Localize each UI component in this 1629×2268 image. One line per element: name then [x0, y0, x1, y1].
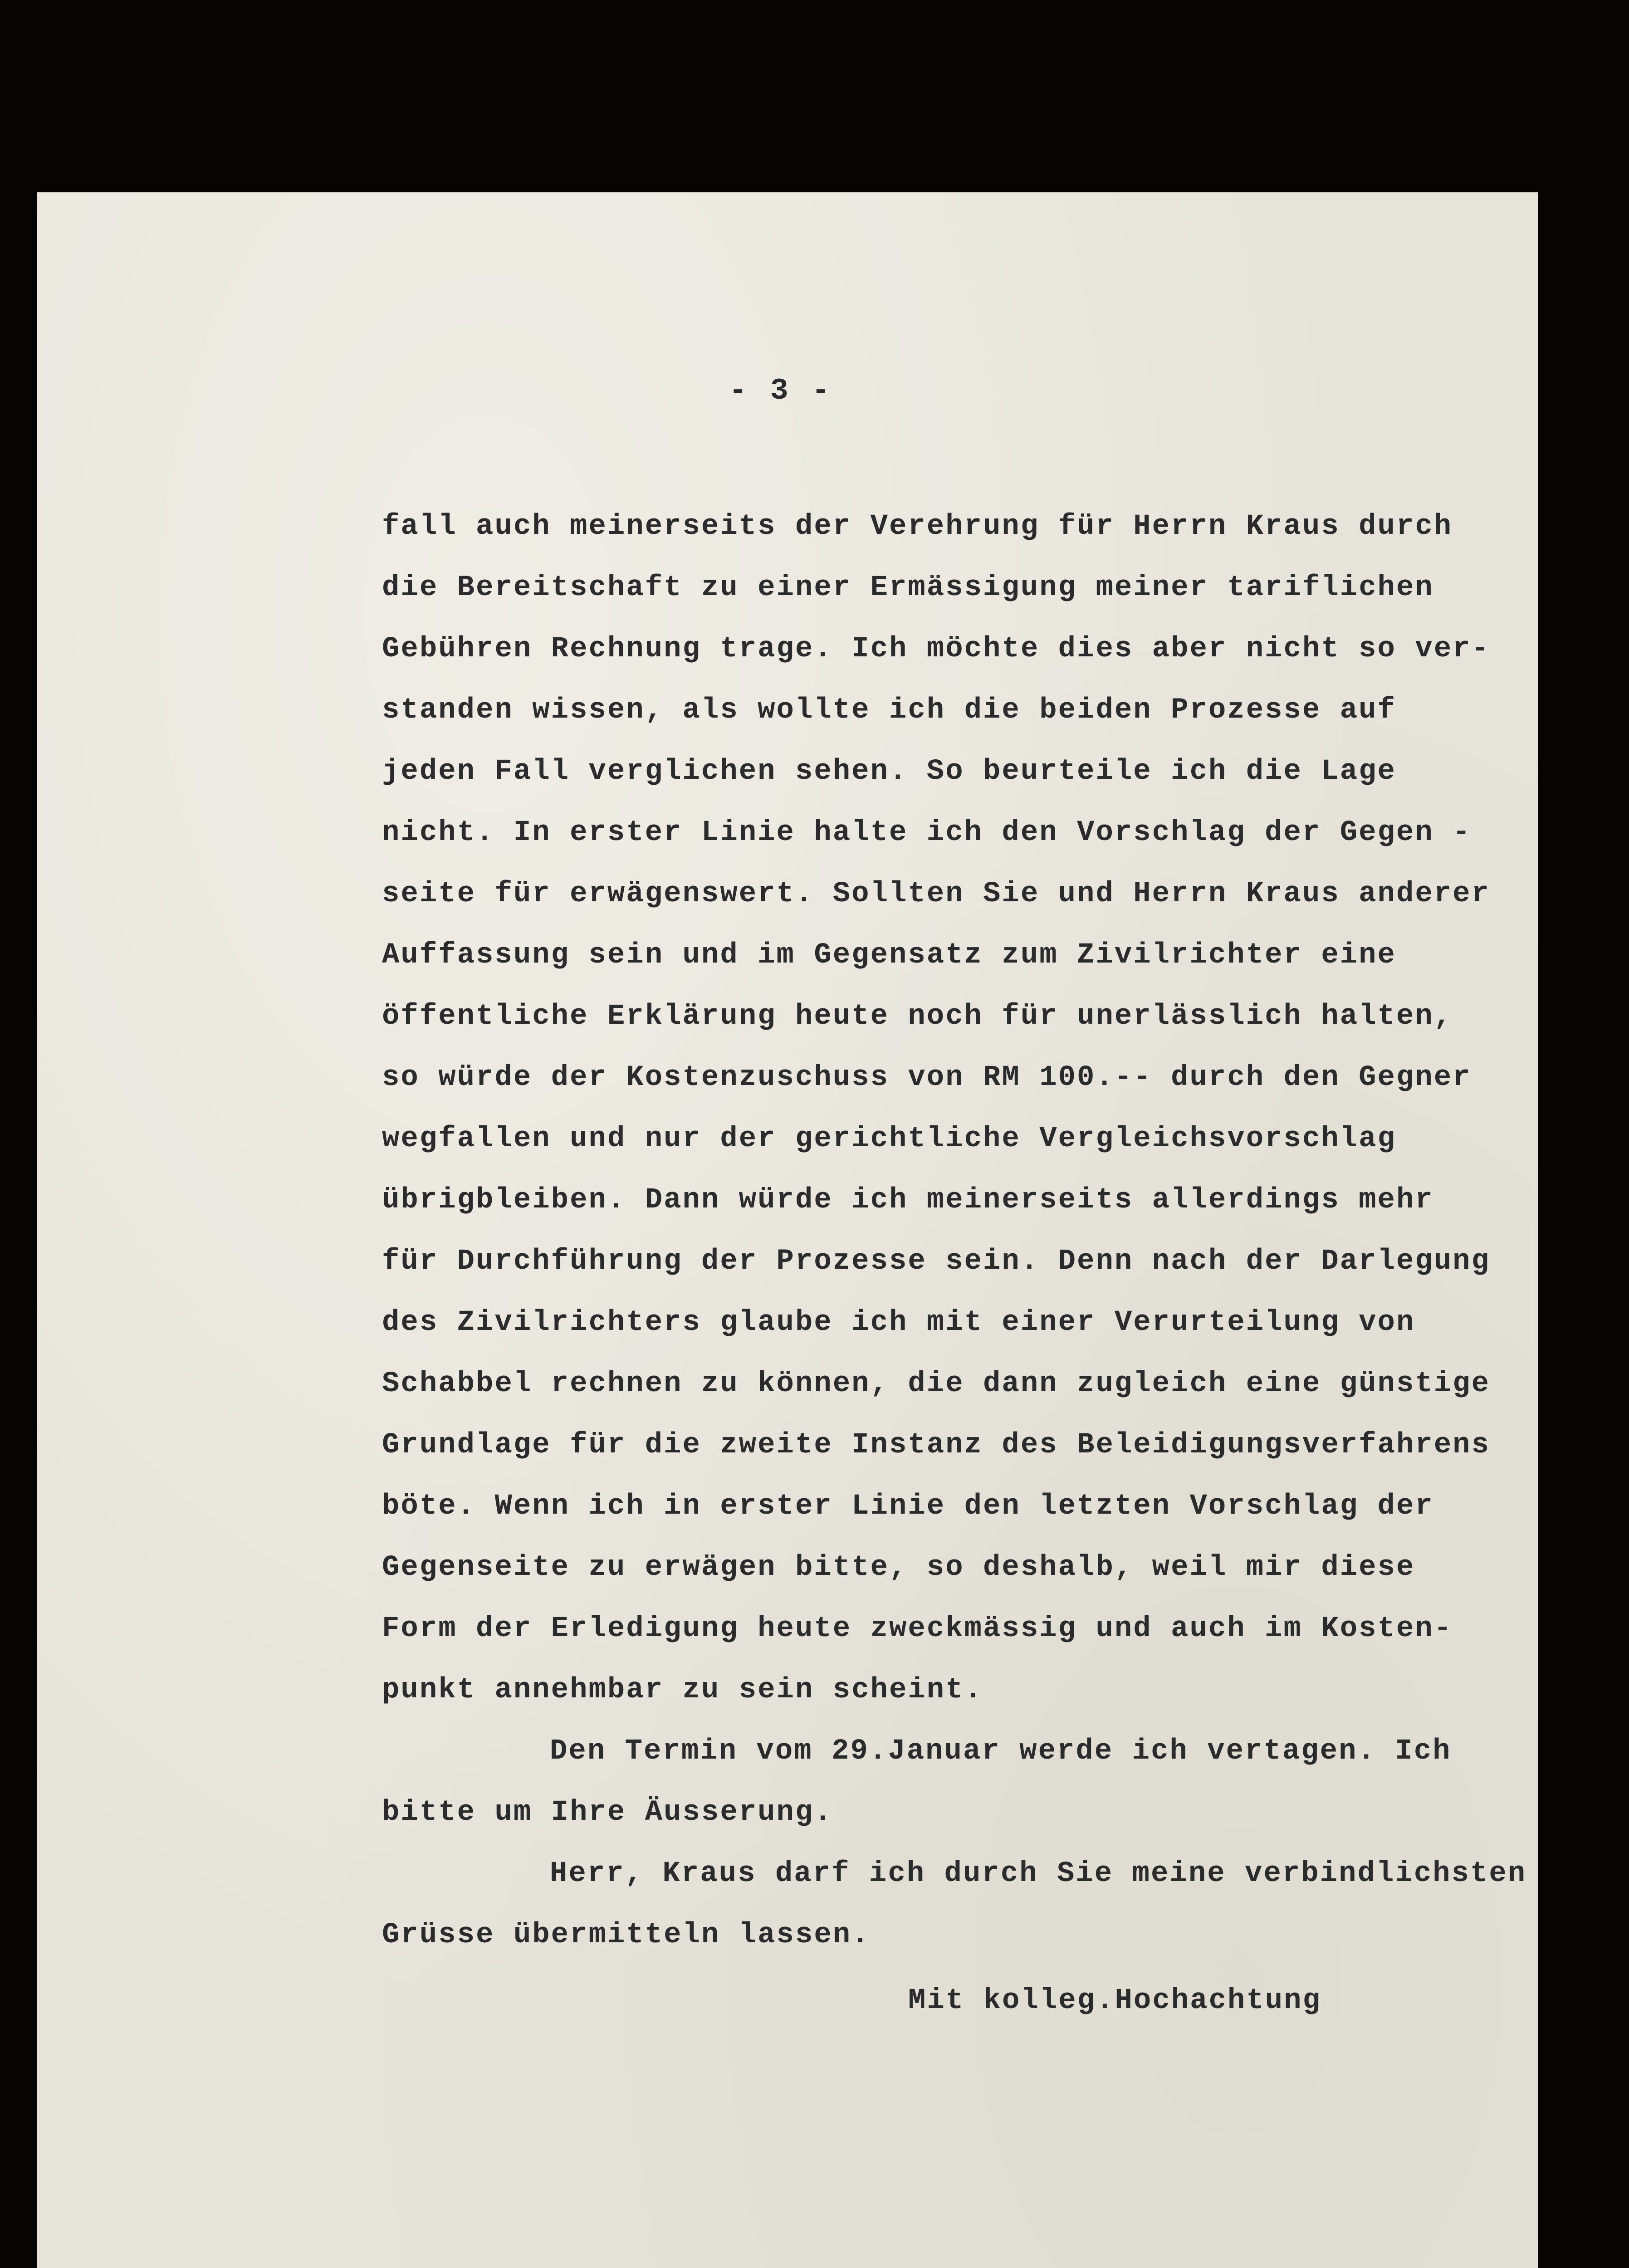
body-line: Den Termin vom 29.Januar werde ich vertagen. Ich	[550, 1735, 1452, 1768]
body-line: bitte um Ihre Äusserung.	[382, 1796, 833, 1829]
body-line: Auffassung sein und im Gegensatz zum Zivilrichter eine	[382, 939, 1396, 972]
body-line: übrigbleiben. Dann würde ich meinerseits allerdings mehr	[382, 1184, 1434, 1217]
body-line: standen wissen, als wollte ich die beiden Prozesse auf	[382, 694, 1396, 727]
body-line: des Zivilrichters glaube ich mit einer Verurteilung von	[382, 1306, 1415, 1339]
body-line: die Bereitschaft zu einer Ermässigung meiner tariflichen	[382, 572, 1434, 604]
body-line: Gebühren Rechnung trage. Ich möchte dies aber nicht so ver-	[382, 633, 1490, 665]
body-line: Form der Erledigung heute zweckmässig und auch im Kosten-	[382, 1613, 1453, 1645]
body-line: wegfallen und nur der gerichtliche Vergleichsvorschlag	[382, 1123, 1396, 1155]
body-line: Grüsse übermitteln lassen.	[382, 1919, 871, 1951]
page-number: - 3 -	[729, 374, 833, 408]
body-line: Herr, Kraus darf ich durch Sie meine verbindlichsten	[550, 1857, 1527, 1890]
letter-page	[37, 192, 1538, 2268]
body-line: nicht. In erster Linie halte ich den Vorschlag der Gegen -	[382, 816, 1472, 849]
body-line: Schabbel rechnen zu können, die dann zugleich eine günstige	[382, 1368, 1490, 1400]
body-line: öffentliche Erklärung heute noch für unerlässlich halten,	[382, 1000, 1453, 1033]
closing-salutation: Mit kolleg.Hochachtung	[908, 1984, 1321, 2017]
body-line: so würde der Kostenzuschuss von RM 100.-- durch den Gegner	[382, 1061, 1472, 1094]
body-line: Grundlage für die zweite Instanz des Beleidigungsverfahrens	[382, 1429, 1490, 1461]
body-line: für Durchführung der Prozesse sein. Denn nach der Darlegung	[382, 1245, 1490, 1278]
body-line: Gegenseite zu erwägen bitte, so deshalb, weil mir diese	[382, 1551, 1415, 1584]
body-line: fall auch meinerseits der Verehrung für Herrn Kraus durch	[382, 510, 1453, 543]
body-line: jeden Fall verglichen sehen. So beurteile ich die Lage	[382, 755, 1396, 788]
body-line: böte. Wenn ich in erster Linie den letzten Vorschlag der	[382, 1490, 1434, 1523]
letter-body	[382, 496, 1561, 2032]
body-line: punkt annehmbar zu sein scheint.	[382, 1674, 983, 1706]
body-line: seite für erwägenswert. Sollten Sie und Herrn Kraus anderer	[382, 878, 1490, 910]
